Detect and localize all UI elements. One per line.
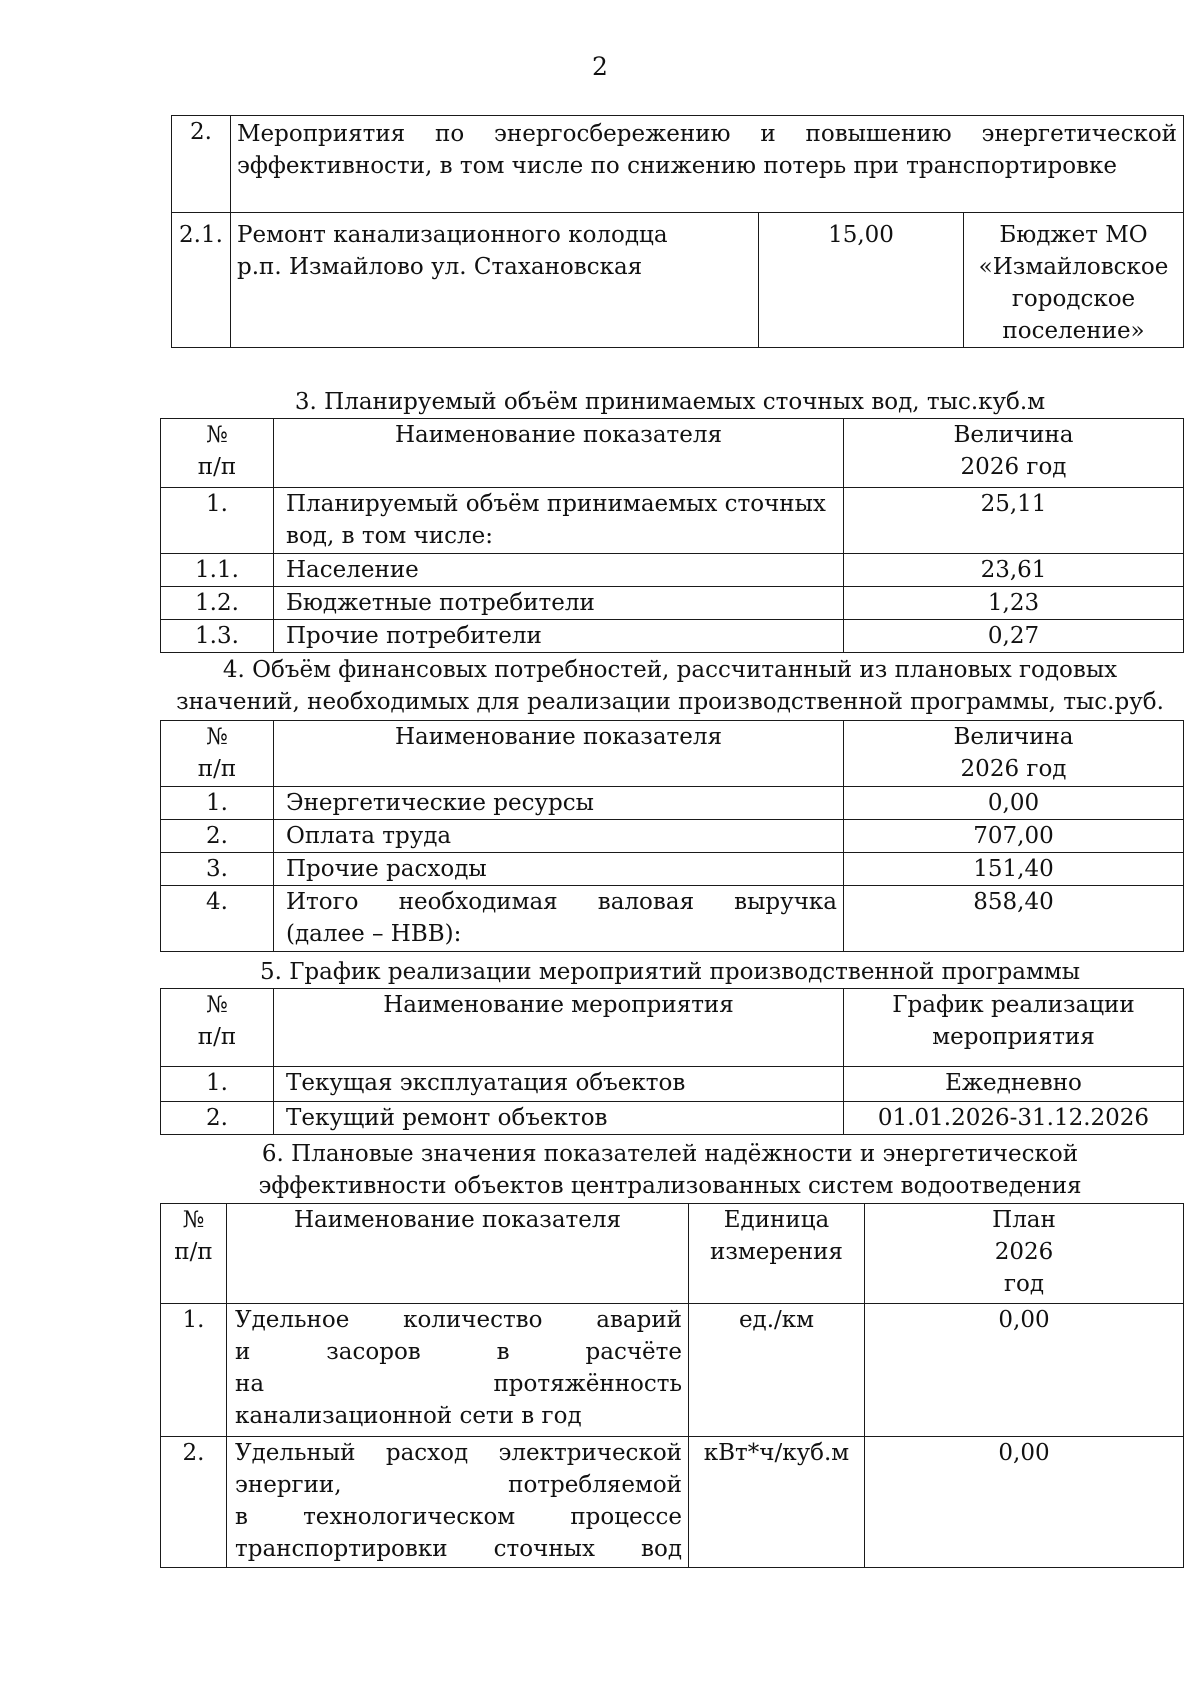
section-6-title: 6. Плановые значения показателей надёжности и энергетической эффективности объектов централизованных систем водоотведения — [258, 1141, 1082, 1199]
number-header: № п/п — [161, 721, 274, 787]
table-row — [161, 1304, 1184, 1437]
indicator-value: 151,40 — [844, 853, 1184, 886]
table-row — [161, 554, 1184, 587]
row-number: 4. — [161, 886, 274, 952]
number-header: № п/п — [161, 419, 274, 488]
number-header: № п/п — [161, 989, 274, 1067]
indicator-name: Население — [274, 554, 844, 587]
measure-name: Ремонт канализационного колодца р.п. Измайлово ул. Стахановская — [231, 213, 759, 348]
row-number: 2. — [172, 116, 231, 213]
measure-name: Текущий ремонт объектов — [274, 1102, 844, 1135]
row-number: 1. — [161, 787, 274, 820]
indicator-value: 0,27 — [844, 620, 1184, 653]
row-number: 1.2. — [161, 587, 274, 620]
value-header: Величина 2026 год — [844, 419, 1184, 488]
indicator-name: Бюджетные потребители — [274, 587, 844, 620]
row-number: 1.1. — [161, 554, 274, 587]
value-header: Величина 2026 год — [844, 721, 1184, 787]
measure-name: Текущая эксплуатация объектов — [274, 1067, 844, 1102]
table-row — [161, 787, 1184, 820]
table-row — [161, 1102, 1184, 1135]
table-row — [161, 587, 1184, 620]
plan-value: 0,00 — [865, 1304, 1184, 1437]
indicator-header: Наименование показателя — [274, 721, 844, 787]
unit-header: Единица измерения — [689, 1204, 865, 1304]
indicator-name: Энергетические ресурсы — [274, 787, 844, 820]
table-row — [161, 1067, 1184, 1102]
section-5-title: 5. График реализации мероприятий производственной программы — [259, 959, 1081, 985]
indicator-name: Итого необходимая валовая выручка (далее – НВВ): — [274, 886, 844, 952]
indicator-name: Прочие потребители — [274, 620, 844, 653]
table-row — [172, 116, 1184, 213]
schedule-header: График реализации мероприятия — [844, 989, 1184, 1067]
wastewater-volume-table — [160, 418, 1184, 653]
section-4-title: 4. Объём финансовых потребностей, рассчитанный из плановых годовых значений, необходимых для реализации производственной программы, тыс.руб. — [176, 657, 1164, 715]
indicator-header: Наименование показателя — [227, 1204, 689, 1304]
row-number: 2. — [161, 820, 274, 853]
row-number: 1. — [161, 1067, 274, 1102]
reliability-indicators-table — [160, 1203, 1184, 1568]
number-header: № п/п — [161, 1204, 227, 1304]
measures-table — [171, 115, 1184, 348]
row-number: 3. — [161, 853, 274, 886]
schedule-value: 01.01.2026-31.12.2026 — [844, 1102, 1184, 1135]
table-header-row — [161, 721, 1184, 787]
measure-value: 15,00 — [759, 213, 964, 348]
table-header-row — [161, 1204, 1184, 1304]
indicator-value: 23,61 — [844, 554, 1184, 587]
indicator-value: 25,11 — [844, 488, 1184, 554]
indicator-name: Оплата труда — [274, 820, 844, 853]
page-number: 2 — [592, 52, 608, 81]
unit-value: ед./км — [689, 1304, 865, 1437]
table-row — [161, 886, 1184, 952]
table-row — [161, 488, 1184, 554]
indicator-header: Наименование показателя — [274, 419, 844, 488]
table-row — [161, 853, 1184, 886]
indicator-name: Удельный расход электрической энергии, потребляемой в технологическом процессе транспортировки сточных вод — [227, 1437, 689, 1568]
table-row — [172, 213, 1184, 348]
indicator-value: 707,00 — [844, 820, 1184, 853]
unit-value: кВт*ч/куб.м — [689, 1437, 865, 1568]
row-number: 2. — [161, 1437, 227, 1568]
measure-header: Наименование мероприятия — [274, 989, 844, 1067]
table-header-row — [161, 989, 1184, 1067]
plan-header: План 2026 год — [865, 1204, 1184, 1304]
row-number: 1. — [161, 488, 274, 554]
table-row — [161, 820, 1184, 853]
table-header-row — [161, 419, 1184, 488]
row-number: 1.3. — [161, 620, 274, 653]
indicator-name: Удельное количество аварий и засоров в расчёте на протяжённость канализационной сети в год — [227, 1304, 689, 1437]
indicator-value: 1,23 — [844, 587, 1184, 620]
schedule-table — [160, 988, 1184, 1135]
indicator-value: 0,00 — [844, 787, 1184, 820]
table-row — [161, 1437, 1184, 1568]
indicator-value: 858,40 — [844, 886, 1184, 952]
schedule-value: Ежедневно — [844, 1067, 1184, 1102]
funding-source: Бюджет МО «Измайловское городское поселение» — [964, 213, 1184, 348]
financial-needs-table — [160, 720, 1184, 952]
row-number: 2.1. — [172, 213, 231, 348]
section-3-title: 3. Планируемый объём принимаемых сточных вод, тыс.куб.м — [294, 389, 1046, 415]
measures-group-title: Мероприятия по энергосбережению и повышению энергетической эффективности, в том числе по снижению потерь при транспортировке — [231, 116, 1184, 213]
indicator-name: Планируемый объём принимаемых сточных вод, в том числе: — [274, 488, 844, 554]
indicator-name: Прочие расходы — [274, 853, 844, 886]
row-number: 1. — [161, 1304, 227, 1437]
row-number: 2. — [161, 1102, 274, 1135]
plan-value: 0,00 — [865, 1437, 1184, 1568]
table-row — [161, 620, 1184, 653]
